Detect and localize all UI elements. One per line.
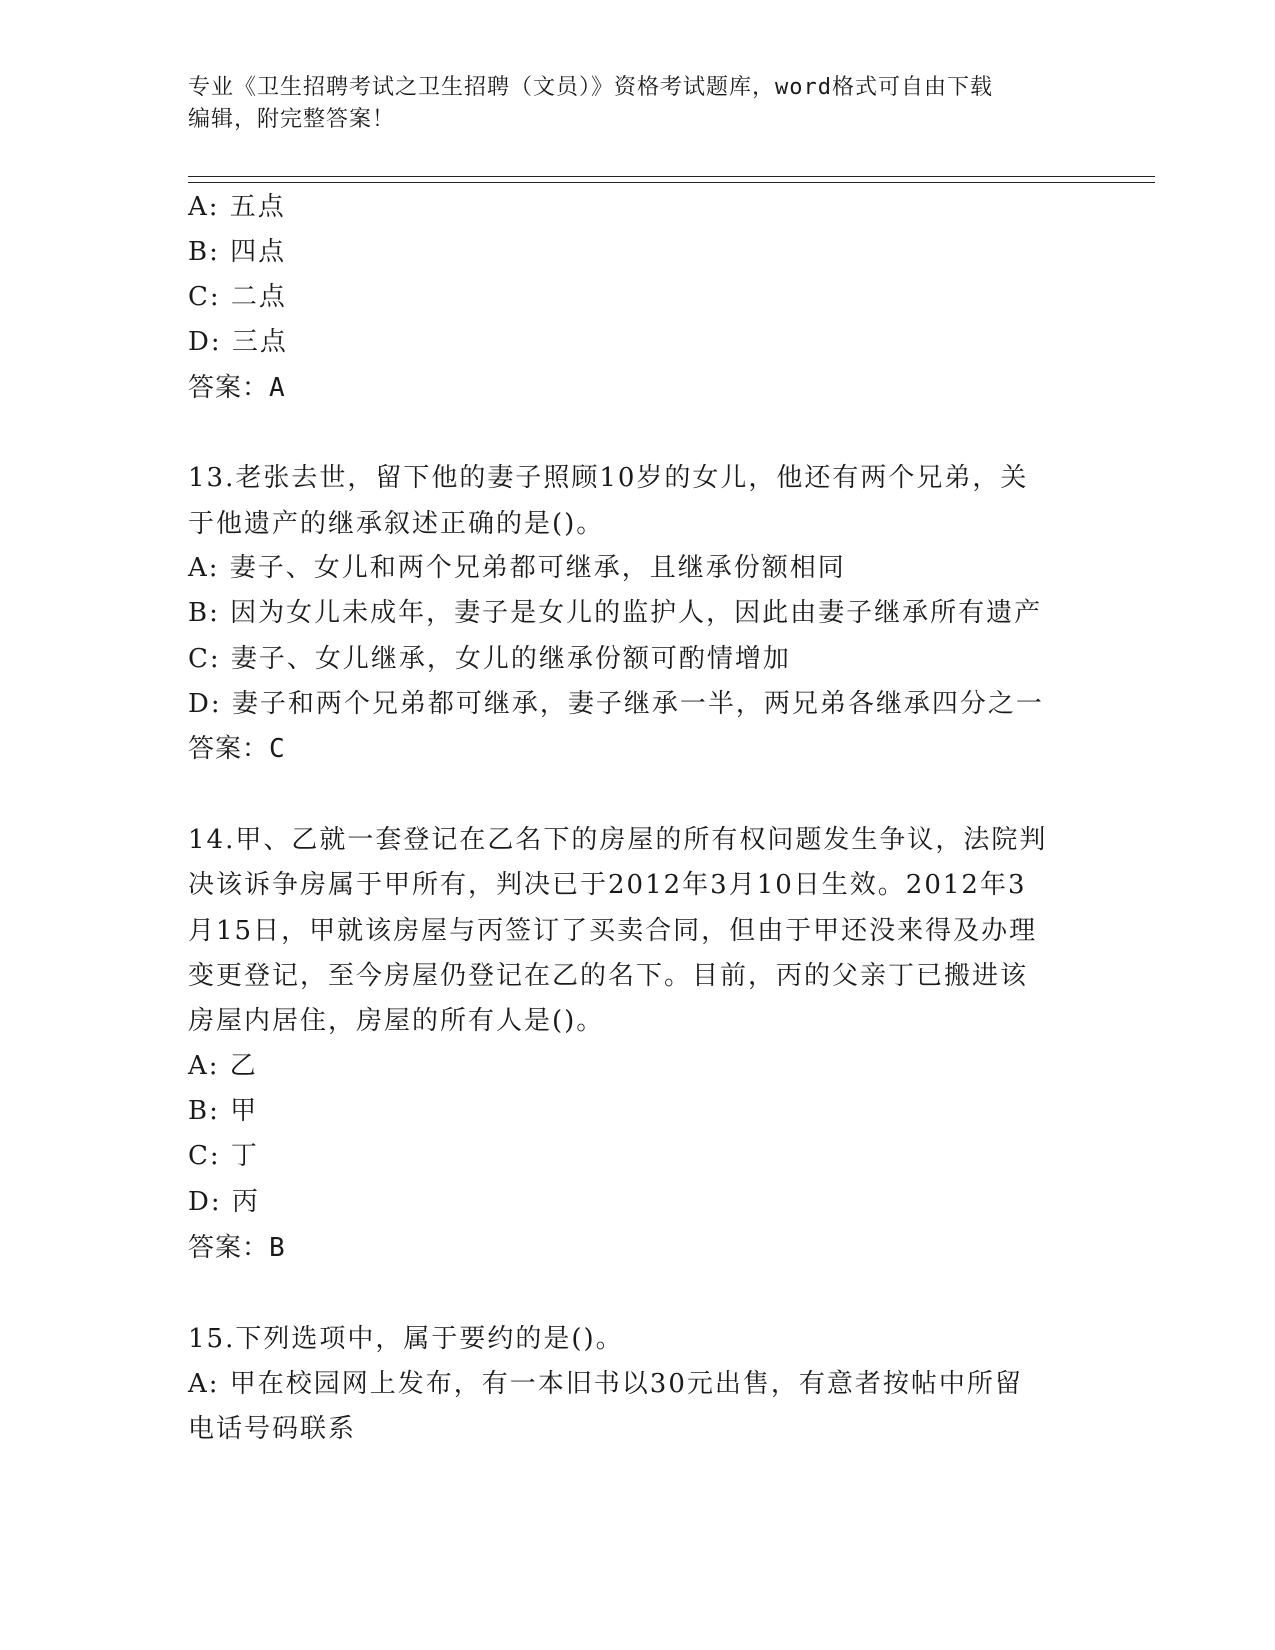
header-line-2: 编辑，附完整答案！ — [188, 107, 396, 132]
answer-label: 答案： — [188, 373, 270, 403]
document-header — [188, 72, 1088, 136]
answer-label: 答案： — [188, 734, 270, 764]
answer-label: 答案： — [188, 1233, 270, 1263]
q14-text-line-3: 月15日，甲就该房屋与丙签订了买卖合同，但由于甲还没来得及办理 — [188, 916, 1038, 946]
q14-option-a: A: 乙 — [188, 1051, 258, 1081]
q15-option-a-continued: 电话号码联系 — [188, 1414, 357, 1444]
q14-option-c: C: 丁 — [188, 1141, 259, 1171]
q12-option-a: A: 五点 — [188, 192, 286, 222]
answer-value: A — [269, 373, 286, 403]
q14-option-b: B: 甲 — [188, 1096, 259, 1126]
q13-option-d: D: 妻子和两个兄弟都可继承，妻子继承一半，两兄弟各继承四分之一 — [188, 689, 1044, 719]
q13-text-line-2: 于他遗产的继承叙述正确的是()。 — [188, 509, 605, 539]
answer-value: C — [269, 734, 286, 764]
header-divider-bottom — [188, 182, 1155, 183]
q12-option-b: B: 四点 — [188, 237, 287, 267]
q14-text-line-1: 14.甲、乙就一套登记在乙名下的房屋的所有权问题发生争议，法院判 — [188, 825, 1048, 855]
q15-text-line-1: 15.下列选项中，属于要约的是()。 — [188, 1324, 624, 1354]
header-divider-top — [188, 176, 1155, 177]
q14-answer — [188, 1232, 286, 1264]
q12-option-c: C: 二点 — [188, 282, 287, 312]
q15-option-a: A: 甲在校园网上发布，有一本旧书以30元出售，有意者按帖中所留 — [188, 1369, 1023, 1399]
q14-text-line-5: 房屋内居住，房屋的所有人是()。 — [188, 1006, 605, 1036]
q14-text-line-4: 变更登记，至今房屋仍登记在乙的名下。目前，丙的父亲丁已搬进该 — [188, 961, 1029, 991]
q13-text-line-1: 13.老张去世，留下他的妻子照顾10岁的女儿，他还有两个兄弟，关 — [188, 463, 1029, 493]
q14-option-d: D: 丙 — [188, 1187, 260, 1217]
answer-value: B — [269, 1233, 286, 1263]
q13-answer — [188, 733, 286, 765]
q14-text-line-2: 决该诉争房属于甲所有，判决已于2012年3月10日生效。2012年3 — [188, 870, 1027, 900]
q12-answer — [188, 372, 286, 404]
header-line-1: 专业《卫生招聘考试之卫生招聘（文员）》资格考试题库，word格式可自由下载 — [188, 75, 993, 100]
q13-option-b: B: 因为女儿未成年，妻子是女儿的监护人，因此由妻子继承所有遗产 — [188, 598, 1043, 628]
q12-option-d: D: 三点 — [188, 327, 288, 357]
q13-option-a: A: 妻子、女儿和两个兄弟都可继承，且继承份额相同 — [188, 553, 846, 583]
q13-option-c: C: 妻子、女儿继承，女儿的继承份额可酌情增加 — [188, 644, 791, 674]
